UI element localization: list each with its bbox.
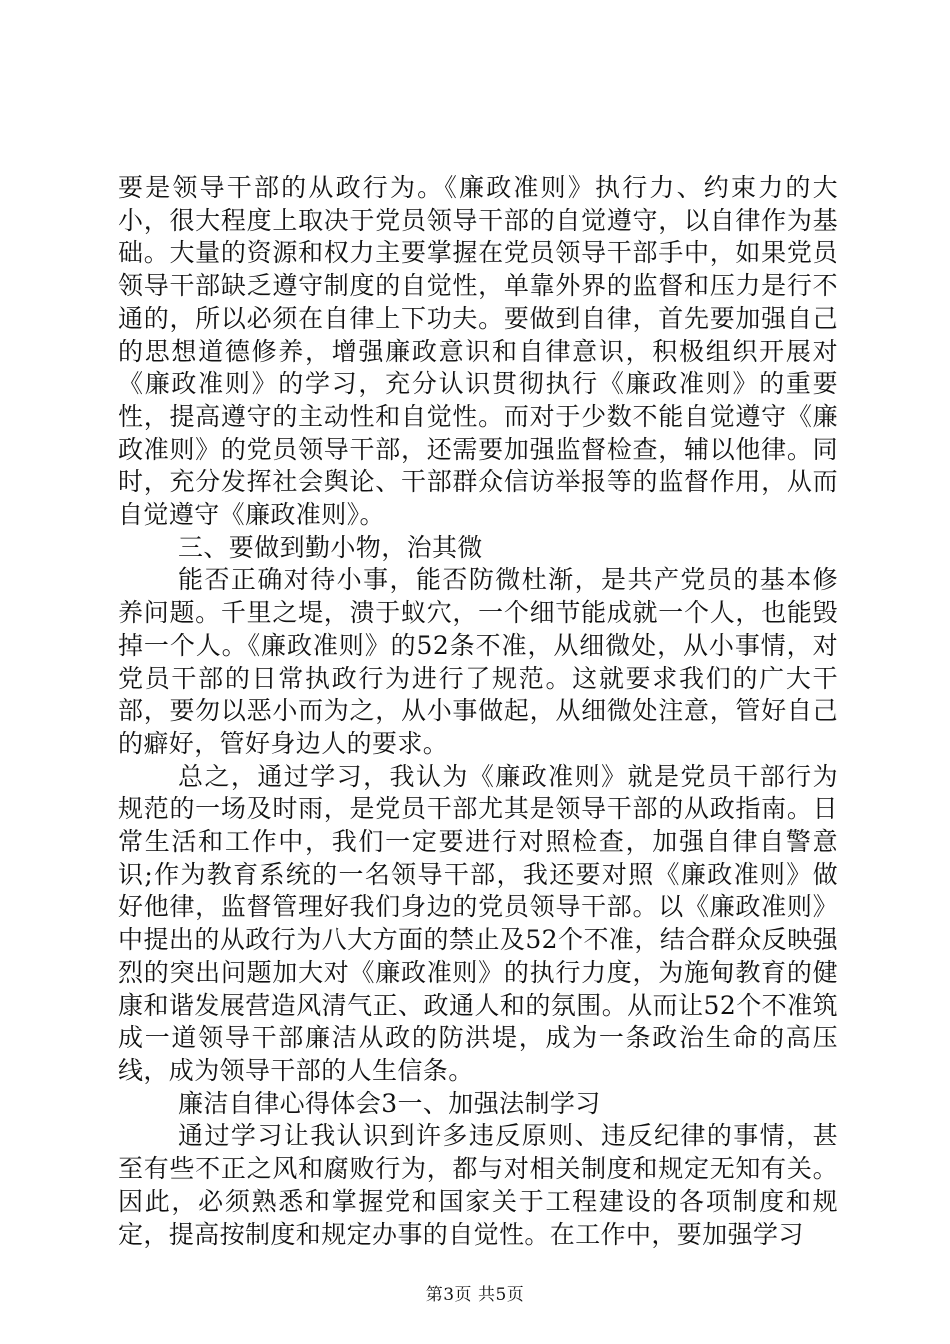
paragraph-3: 总之，通过学习，我认为《廉政准则》就是党员干部行为规范的一场及时雨，是党员干部尤其是领导干部的从政指南。日常生活和工作中，我们一定要进行对照检查，加强自律自警意识;作为教育系统的一名领导干部，我还要对照《廉政准则》做好他律，监督管理好我们身边的党员领导干部。以《廉政准则》中提出的从政行为八大方面的禁止及52个不准，结合群众反映强烈的突出问题加大对《廉政准则》的执行力度，为施甸教育的健康和谐发展营造风清气正、政通人和的氛围。从而让52个不准筑成一道领导干部廉洁从政的防洪堤，成为一条政治生命的高压线，成为领导干部的人生信条。 <box>118 761 838 1085</box>
paragraph-1: 要是领导干部的从政行为。《廉政准则》执行力、约束力的大小，很大程度上取决于党员领导干部的自觉遵守，以自律作为基础。大量的资源和权力主要掌握在党员领导干部手中，如果党员领导干部缺乏遵守制度的自觉性，单靠外界的监督和压力是行不通的，所以必须在自律上下功夫。要做到自律，首先要加强自己的思想道德修养，增强廉政意识和自律意识，积极组织开展对《廉政准则》的学习，充分认识贯彻执行《廉政准则》的重要性，提高遵守的主动性和自觉性。而对于少数不能自觉遵守《廉政准则》的党员领导干部，还需要加强监督检查，辅以他律。同时，充分发挥社会舆论、干部群众信访举报等的监督作用，从而自觉遵守《廉政准则》。 <box>118 173 838 530</box>
page-footer: 第3页 共5页 <box>425 1285 525 1305</box>
document-body <box>118 172 838 1251</box>
section-heading-3: 三、要做到勤小物，治其微 <box>178 532 483 562</box>
paragraph-2: 能否正确对待小事，能否防微杜渐，是共产党员的基本修养问题。千里之堤，溃于蚁穴，一个细节能成就一个人，也能毁掉一个人。《廉政准则》的52条不准，从细微处，从小事情，对党员干部的日常执政行为进行了规范。这就要求我们的广大干部，要勿以恶小而为之，从小事做起，从细微处注意，管好自己的癖好，管好身边人的要求。 <box>118 565 838 758</box>
paragraph-4: 通过学习让我认识到许多违反原则、违反纪律的事情，甚至有些不正之风和腐败行为，都与对相关制度和规定无知有关。因此，必须熟悉和掌握党和国家关于工程建设的各项制度和规定，提高按制度和规定办事的自觉性。在工作中，要加强学习 <box>118 1121 838 1249</box>
section-heading-part3: 廉洁自律心得体会3一、加强法制学习 <box>178 1088 601 1118</box>
